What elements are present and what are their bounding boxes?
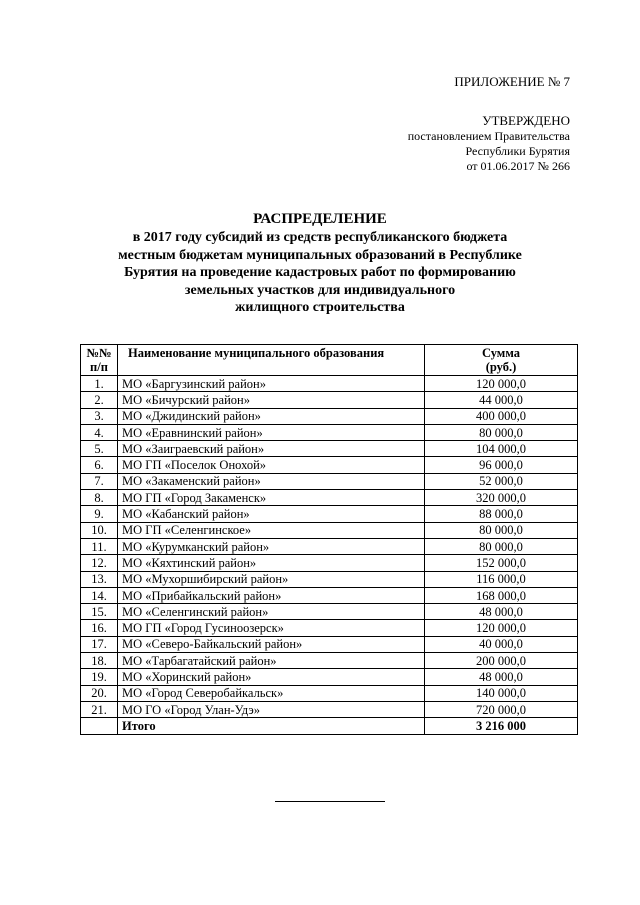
row-name: МО «Тарбагатайский район» [118,653,425,669]
row-sum: 48 000,0 [425,669,578,685]
row-number: 17. [81,636,118,652]
row-number: 6. [81,457,118,473]
header-number-line-1: №№ [86,346,112,360]
row-number: 21. [81,701,118,717]
row-sum: 52 000,0 [425,473,578,489]
row-sum: 44 000,0 [425,392,578,408]
row-number: 13. [81,571,118,587]
row-name: МО «Еравнинский район» [118,424,425,440]
row-name: МО ГП «Селенгинское» [118,522,425,538]
row-number: 5. [81,441,118,457]
total-label: Итого [118,718,425,734]
row-sum: 104 000,0 [425,441,578,457]
row-name: МО «Бичурский район» [118,392,425,408]
row-name: МО «Город Северобайкальск» [118,685,425,701]
row-name: МО ГО «Город Улан-Удэ» [118,701,425,717]
row-sum: 96 000,0 [425,457,578,473]
row-name: МО «Джидинский район» [118,408,425,424]
row-sum: 48 000,0 [425,604,578,620]
row-name: МО «Кабанский район» [118,506,425,522]
row-number: 10. [81,522,118,538]
row-number: 19. [81,669,118,685]
row-sum: 88 000,0 [425,506,578,522]
row-number: 15. [81,604,118,620]
table-row [81,701,578,717]
table-row [81,604,578,620]
table-row [81,457,578,473]
row-name: МО ГП «Город Гусиноозерск» [118,620,425,636]
table-row [81,424,578,440]
table-row [81,506,578,522]
row-sum: 80 000,0 [425,522,578,538]
row-sum: 116 000,0 [425,571,578,587]
row-name: МО ГП «Город Закаменск» [118,490,425,506]
approved-by-line-2: Республики Бурятия [465,144,570,158]
row-number: 12. [81,555,118,571]
row-name: МО «Северо-Байкальский район» [118,636,425,652]
header-name-text: Наименование муниципального образования [128,346,385,360]
header-sum [425,345,578,376]
row-name: МО «Кяхтинский район» [118,555,425,571]
title-line-5: жилищного строительства [235,300,405,315]
row-name: МО «Хоринский район» [118,669,425,685]
row-sum: 168 000,0 [425,587,578,603]
total-sum: 3 216 000 [425,718,578,734]
distribution-table [80,344,578,735]
row-number: 9. [81,506,118,522]
row-sum: 80 000,0 [425,538,578,554]
row-number: 4. [81,424,118,440]
approved-date: от 01.06.2017 № 266 [466,159,570,173]
row-sum: 152 000,0 [425,555,578,571]
row-name: МО «Прибайкальский район» [118,587,425,603]
table-row [81,636,578,652]
row-sum: 40 000,0 [425,636,578,652]
table-row [81,653,578,669]
header-name [118,345,425,376]
row-sum: 400 000,0 [425,408,578,424]
table-row [81,522,578,538]
total-number [81,718,118,734]
row-sum: 720 000,0 [425,701,578,717]
table-header-row [81,345,578,376]
title-main: РАСПРЕДЕЛЕНИЕ [253,211,387,227]
row-number: 20. [81,685,118,701]
approved-label: УТВЕРЖДЕНО [482,113,570,128]
row-number: 14. [81,587,118,603]
approved-by-line-1: постановлением Правительства [407,129,570,143]
row-name: МО ГП «Поселок Онохой» [118,457,425,473]
row-sum: 120 000,0 [425,376,578,392]
table-row [81,408,578,424]
row-name: МО «Курумканский район» [118,538,425,554]
table-row [81,392,578,408]
title-line-1: в 2017 году субсидий из средств республиканского бюджета [132,230,508,245]
header-number-line-2: п/п [90,360,108,374]
row-name: МО «Селенгинский район» [118,604,425,620]
header-sum-line-2: (руб.) [485,360,517,374]
table-body [81,376,578,735]
title-line-3: Бурятия на проведение кадастровых работ по формированию [124,265,516,280]
row-number: 11. [81,538,118,554]
header-number [81,345,118,376]
row-sum: 120 000,0 [425,620,578,636]
title-line-2: местным бюджетам муниципальных образований в Республике [118,247,522,263]
row-sum: 200 000,0 [425,653,578,669]
row-number: 8. [81,490,118,506]
row-number: 3. [81,408,118,424]
table-row [81,587,578,603]
attachment-number: ПРИЛОЖЕНИЕ № 7 [454,74,570,89]
table-row [81,685,578,701]
row-name: МО «Баргузинский район» [118,376,425,392]
header-sum-line-1: Сумма [482,346,520,360]
table-row [81,571,578,587]
row-name: МО «Заиграевский район» [118,441,425,457]
table-row [81,620,578,636]
footer-divider [275,801,385,802]
table-row [81,669,578,685]
row-name: МО «Закаменский район» [118,473,425,489]
row-number: 7. [81,473,118,489]
table-row [81,555,578,571]
row-name: МО «Мухоршибирский район» [118,571,425,587]
row-number: 16. [81,620,118,636]
row-number: 18. [81,653,118,669]
row-sum: 140 000,0 [425,685,578,701]
row-sum: 320 000,0 [425,490,578,506]
table-row [81,441,578,457]
table-row [81,376,578,392]
row-number: 1. [81,376,118,392]
table-total-row [81,718,578,734]
title-line-4: земельных участков для индивидуального [184,282,456,298]
table-row [81,473,578,489]
row-sum: 80 000,0 [425,424,578,440]
table-row [81,490,578,506]
table-row [81,538,578,554]
row-number: 2. [81,392,118,408]
approval-block [408,113,570,174]
document-title [60,210,580,317]
